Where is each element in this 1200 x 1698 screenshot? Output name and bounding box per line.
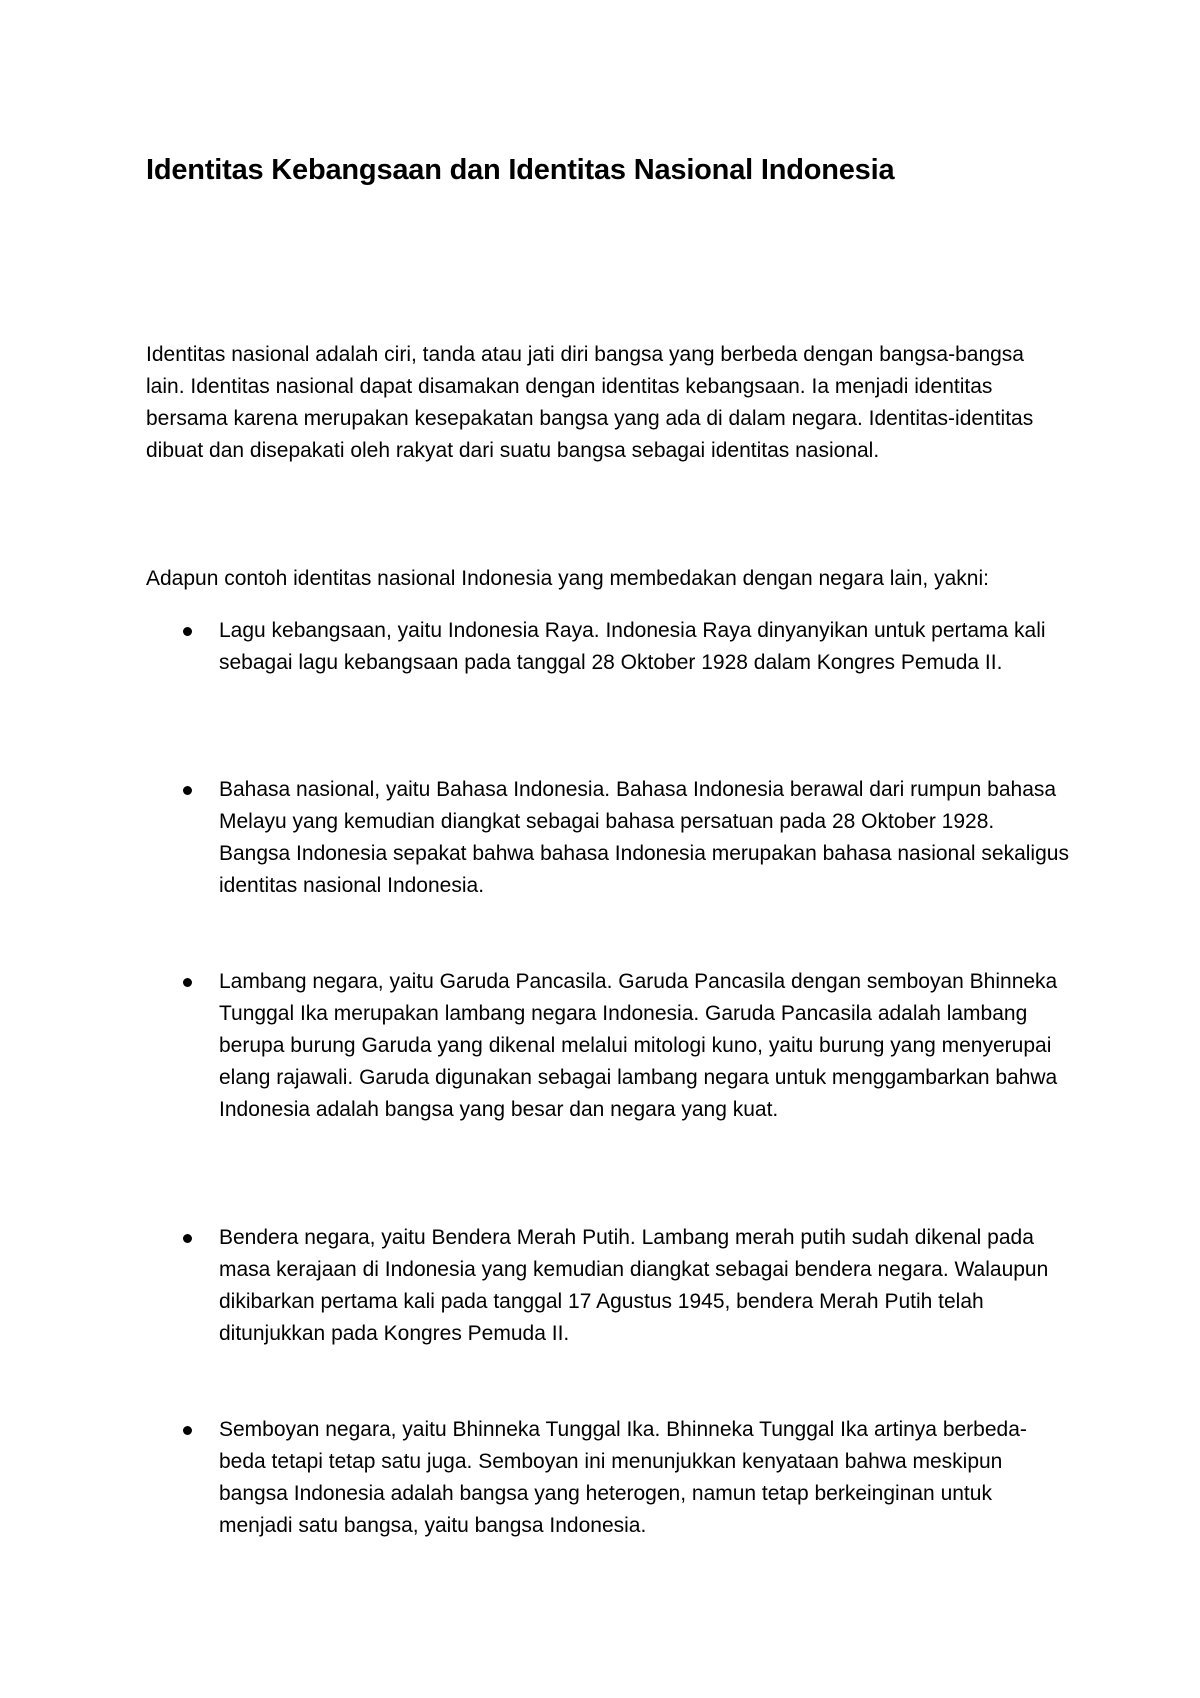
intro-paragraph: Identitas nasional adalah ciri, tanda atau jati diri bangsa yang berbeda dengan bangsa-bangsa lain. Identitas nasional dapat disamakan dengan identitas kebangsaan. Ia menjadi identitas bersama karena merupakan kesepakatan bangsa yang ada di dalam negara. Identitas-identitas dibuat dan disepakati oleh rakyat dari suatu bangsa sebagai identitas nasional. (146, 343, 1034, 462)
list-lead-paragraph: Adapun contoh identitas nasional Indonesia yang membedakan dengan negara lain, yakni: (146, 567, 989, 590)
list-item-text: Lagu kebangsaan, yaitu Indonesia Raya. Indonesia Raya dinyanyikan untuk pertama kali sebagai lagu kebangsaan pada tanggal 28 Oktober 1928 dalam Kongres Pemuda II. (219, 619, 1046, 674)
document-title: Identitas Kebangsaan dan Identitas Nasional Indonesia (146, 154, 895, 186)
bullet-icon (183, 1234, 192, 1243)
list-item-text: Bendera negara, yaitu Bendera Merah Putih. Lambang merah putih sudah dikenal pada masa kerajaan di Indonesia yang kemudian diangkat sebagai bendera negara. Walaupun dikibarkan pertama kali pada tanggal 17 Agustus 1945, bendera Merah Putih telah ditunjukkan pada Kongres Pemuda II. (219, 1226, 1049, 1345)
list-item-text: Lambang negara, yaitu Garuda Pancasila. Garuda Pancasila dengan semboyan Bhinneka Tunggal Ika merupakan lambang negara Indonesia. Garuda Pancasila adalah lambang berupa burung Garuda yang dikenal melalui mitologi kuno, yaitu burung yang menyerupai elang rajawali. Garuda digunakan sebagai lambang negara untuk menggambarkan bahwa Indonesia adalah bangsa yang besar dan negara yang kuat. (219, 970, 1058, 1121)
list-item-text: Semboyan negara, yaitu Bhinneka Tunggal Ika. Bhinneka Tunggal Ika artinya berbeda-beda tetapi tetap satu juga. Semboyan ini menunjukkan kenyataan bahwa meskipun bangsa Indonesia adalah bangsa yang heterogen, namun tetap berkeinginan untuk menjadi satu bangsa, yaitu bangsa Indonesia. (219, 1418, 1027, 1537)
bullet-icon (183, 786, 192, 795)
bullet-icon (183, 627, 192, 636)
bullet-icon (183, 978, 192, 987)
list-item-text: Bahasa nasional, yaitu Bahasa Indonesia. Bahasa Indonesia berawal dari rumpun bahasa Melayu yang kemudian diangkat sebagai bahasa persatuan pada 28 Oktober 1928. Bangsa Indonesia sepakat bahwa bahasa Indonesia merupakan bahasa nasional sekaligus identitas nasional Indonesia. (219, 778, 1069, 897)
bullet-icon (183, 1426, 192, 1435)
